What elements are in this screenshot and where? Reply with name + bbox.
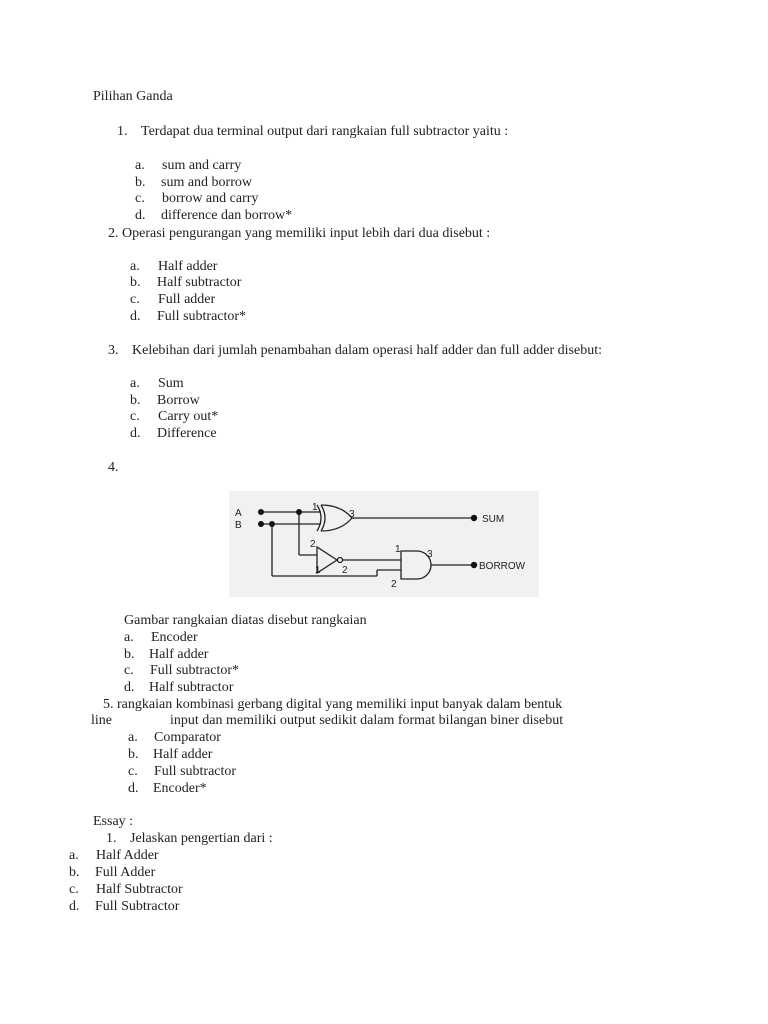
option: d. Full subtractor*: [130, 309, 247, 324]
option: b. Half subtractor: [130, 275, 242, 290]
essay-item: b. Full Adder: [69, 865, 156, 880]
option: c. Full subtractor*: [124, 663, 240, 678]
option: b. Half adder: [124, 647, 209, 662]
input-b-node: [258, 521, 264, 527]
option: c. Carry out*: [130, 409, 219, 424]
circuit-diagram: [229, 491, 539, 597]
input-a-node: [258, 509, 264, 515]
section-title-essay: Essay :: [93, 814, 134, 829]
essay-item: a. Half Adder: [69, 848, 159, 863]
option: a. sum and carry: [135, 158, 242, 173]
option: c. borrow and carry: [135, 191, 259, 206]
option: a. Sum: [130, 376, 184, 391]
question-text: Operasi pengurangan yang memiliki input lebih dari dua disebut :: [122, 226, 491, 241]
svg-text:1: 1: [312, 502, 318, 513]
essay-item: d. Full Subtractor: [69, 899, 180, 914]
svg-text:3: 3: [349, 509, 355, 520]
option: c. Full adder: [130, 292, 216, 307]
question-number: 5.: [103, 697, 114, 712]
option: d. Encoder*: [128, 781, 207, 796]
option: b. sum and borrow: [135, 175, 252, 190]
svg-text:2: 2: [310, 539, 316, 550]
option: d. Difference: [130, 426, 217, 441]
svg-text:2: 2: [391, 579, 397, 590]
essay-item: c. Half Subtractor: [69, 882, 183, 897]
question-4-number: 4.: [108, 460, 119, 475]
svg-text:1: 1: [315, 565, 321, 576]
svg-text:3: 3: [427, 549, 433, 560]
svg-text:2: 2: [342, 565, 348, 576]
essay-question-1: [106, 831, 273, 847]
sum-output-node: [471, 515, 477, 521]
question-4-caption: Gambar rangkaian diatas disebut rangkaian: [124, 613, 367, 628]
option: b. Borrow: [130, 393, 200, 408]
question-text: rangkaian kombinasi gerbang digital yang memiliki input banyak dalam bentuk: [117, 697, 563, 712]
sum-label: SUM: [482, 514, 505, 525]
input-b-label: B: [235, 520, 242, 531]
option: b. Half adder: [128, 747, 213, 762]
section-title-multiple-choice: Pilihan Ganda: [93, 89, 173, 104]
question-number: 1.: [106, 831, 117, 846]
question-number: 1.: [117, 124, 128, 139]
question-number: 3.: [108, 343, 119, 358]
question-text: Jelaskan pengertian dari :: [130, 831, 273, 846]
input-a-label: A: [235, 508, 242, 519]
question-2: [108, 226, 490, 242]
question-text: Kelebihan dari jumlah penambahan dalam operasi half adder dan full adder disebut:: [132, 343, 602, 358]
option: d. difference dan borrow*: [135, 208, 293, 223]
svg-text:1: 1: [395, 544, 401, 555]
question-text: Terdapat dua terminal output dari rangkaian full subtractor yaitu :: [141, 124, 509, 139]
option: c. Full subtractor: [128, 764, 237, 779]
option: d. Half subtractor: [124, 680, 234, 695]
question-1: [117, 124, 508, 140]
option: a. Half adder: [130, 259, 218, 274]
option: a. Comparator: [128, 730, 221, 745]
question-number: 2.: [108, 226, 119, 241]
question-5: [103, 697, 562, 713]
question-5-line2: line input dan memiliki output sedikit dalam format bilangan biner disebut: [91, 713, 564, 728]
question-3: [108, 343, 602, 359]
borrow-label: BORROW: [479, 561, 526, 572]
borrow-output-node: [471, 562, 477, 568]
option: a. Encoder: [124, 630, 198, 645]
